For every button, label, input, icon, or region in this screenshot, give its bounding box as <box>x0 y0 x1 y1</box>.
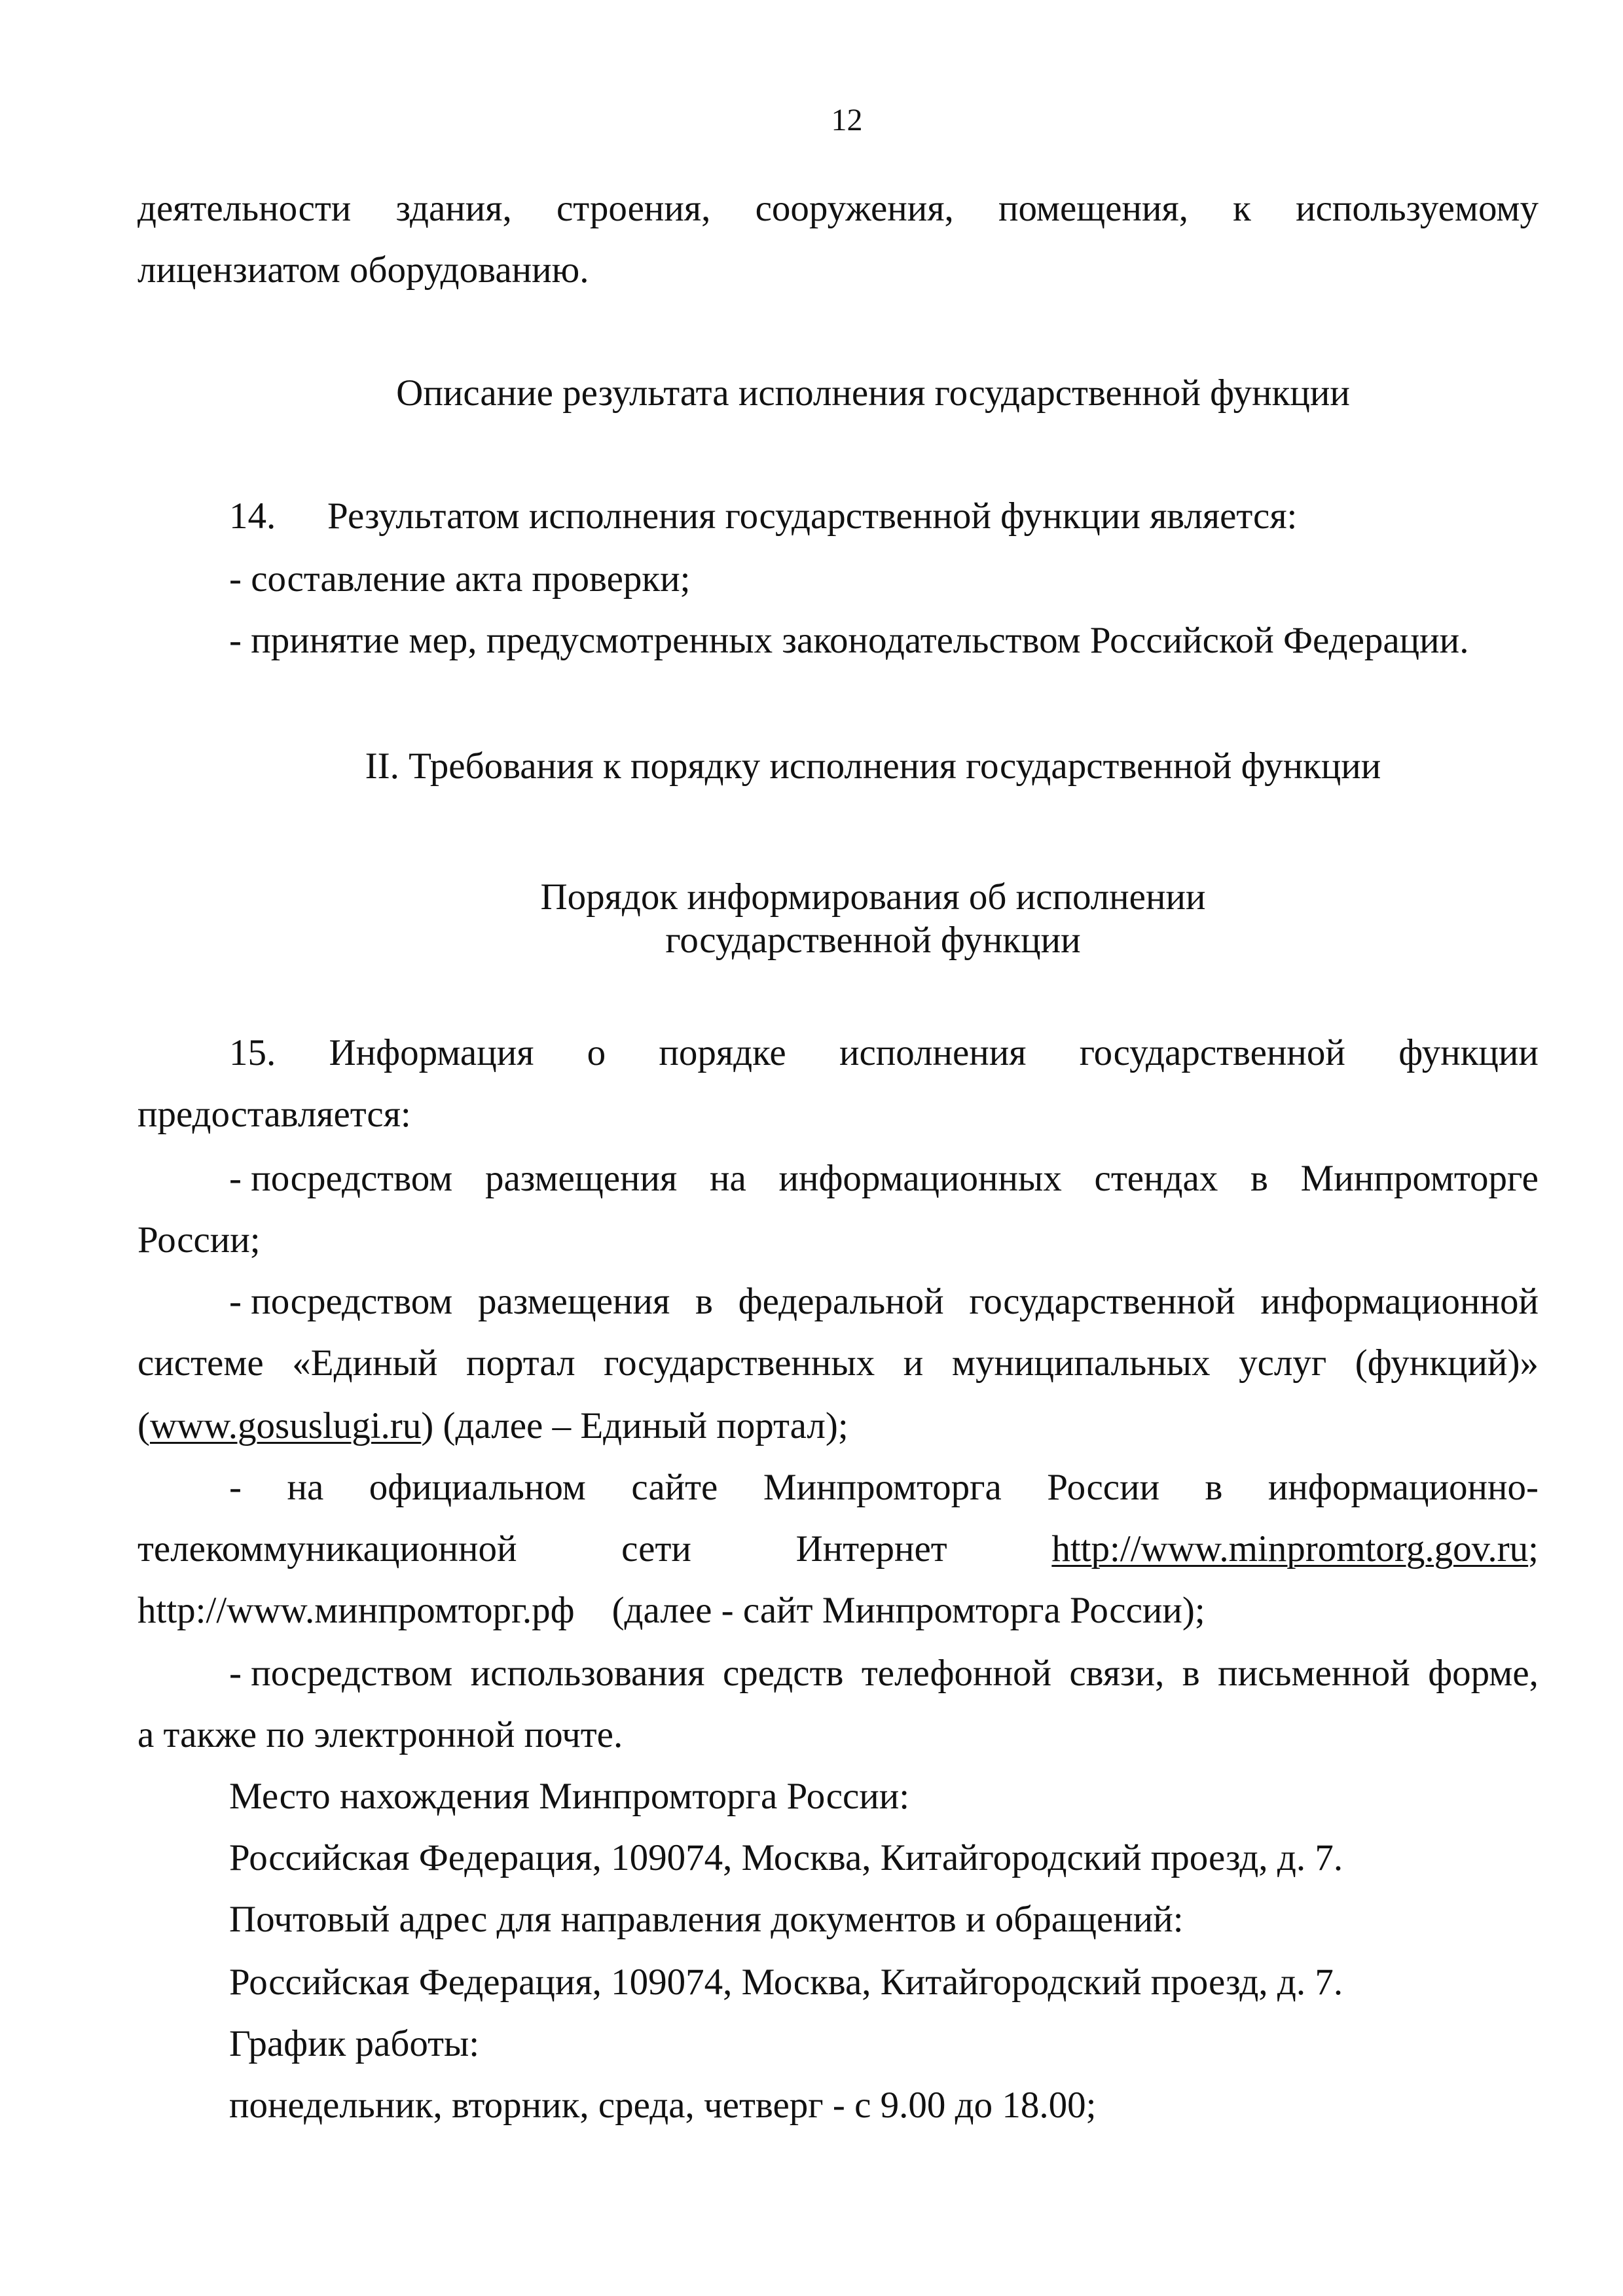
info-bullet-3-word: - <box>229 1467 242 1508</box>
info-bullet-2-word: размещения <box>477 1281 670 1322</box>
info-bullet-2-word: информационной <box>1260 1281 1539 1322</box>
info-bullet-3-word: телекоммуникационной <box>137 1528 517 1570</box>
info-bullet-2-line-3: (www.gosuslugi.ru) (далее – Единый портал); <box>137 1405 848 1446</box>
intro-line-1 <box>137 187 1539 230</box>
info-bullet-4-word: в <box>1182 1653 1200 1694</box>
result-section-heading: Описание результата исполнения государственной функции <box>396 372 1350 414</box>
info-bullet-3-word: России <box>1047 1467 1160 1508</box>
info-bullet-3-line-2 <box>137 1528 1539 1571</box>
info-bullet-4-word: телефонной <box>861 1653 1051 1694</box>
paragraph-15-word: исполнения <box>839 1032 1027 1073</box>
info-bullet-3-word: в <box>1205 1467 1223 1508</box>
postal-address: Российская Федерация, 109074, Москва, Китайгородский проезд, д. 7. <box>229 1962 1343 2003</box>
gosuslugi-link[interactable]: www.gosuslugi.ru <box>149 1405 422 1446</box>
info-bullet-4-word: использования <box>470 1653 705 1694</box>
info-bullet-4-word: связи, <box>1069 1653 1165 1694</box>
info-bullet-4-word: - посредством <box>229 1653 453 1694</box>
minpromtorg-link[interactable]: http://www.minpromtorg.gov.ru <box>1051 1528 1529 1570</box>
paragraph-15-line-2: предоставляется: <box>137 1094 411 1135</box>
info-bullet-2-word: государственной <box>969 1281 1235 1322</box>
info-bullet-2-word: муниципальных <box>951 1342 1211 1384</box>
info-bullet-3-word: на <box>287 1467 324 1508</box>
info-bullet-2-word: услуг <box>1239 1342 1327 1384</box>
minpromtorg-link-suffix: ; <box>1528 1528 1539 1570</box>
location-label: Место нахождения Минпромторга России: <box>229 1776 910 1817</box>
info-bullet-1-line-1 <box>229 1157 1539 1200</box>
info-bullet-1-word: на <box>709 1158 746 1199</box>
info-bullet-1-word: стендах <box>1094 1158 1218 1199</box>
info-bullet-1-word: в <box>1250 1158 1268 1199</box>
item-14-text: Результатом исполнения государственной функции является: <box>327 495 1298 537</box>
page-number: 12 <box>831 103 863 137</box>
info-bullet-2-line-2 <box>137 1342 1539 1385</box>
info-bullet-2-word: государственных <box>604 1342 875 1384</box>
paragraph-15-word: 15. <box>229 1032 276 1073</box>
intro-word: используемому <box>1296 188 1539 229</box>
info-bullet-1-word: информационных <box>778 1158 1062 1199</box>
gosuslugi-link-suffix: ) (далее – Единый портал); <box>421 1405 848 1446</box>
postal-label: Почтовый адрес для направления документов и обращений: <box>229 1899 1184 1940</box>
info-bullet-1-word: размещения <box>484 1158 678 1199</box>
info-bullet-4-word: письменной <box>1218 1653 1410 1694</box>
paragraph-15-word: о <box>587 1032 606 1073</box>
info-bullet-3-word: Минпромторга <box>763 1467 1002 1508</box>
info-bullet-1-word: - посредством <box>229 1158 453 1199</box>
paragraph-15-word: порядке <box>659 1032 786 1073</box>
info-bullet-4-line-1 <box>229 1652 1539 1695</box>
info-bullet-3-word: сайте <box>631 1467 718 1508</box>
info-bullet-3-word: информационно- <box>1267 1467 1539 1508</box>
info-bullet-3-line-3: http://www.минпромторг.рф (далее - сайт Минпромторга России); <box>137 1590 1205 1631</box>
section-2-subheading-line-1: Порядок информирования об исполнении <box>540 876 1206 918</box>
intro-word: строения, <box>556 188 711 229</box>
info-bullet-2-word: в <box>695 1281 713 1322</box>
intro-word: помещения, <box>998 188 1188 229</box>
info-bullet-2-line-1 <box>229 1280 1539 1323</box>
info-bullet-3-line-1 <box>229 1466 1539 1509</box>
schedule-label: График работы: <box>229 2023 480 2064</box>
info-bullet-3-word: Интернет <box>795 1528 947 1570</box>
info-bullet-1-line-2: России; <box>137 1219 261 1261</box>
location-address: Российская Федерация, 109074, Москва, Китайгородский проезд, д. 7. <box>229 1837 1343 1878</box>
intro-word: здания, <box>395 188 512 229</box>
info-bullet-2-word: системе <box>137 1342 264 1384</box>
result-bullet-2: - принятие мер, предусмотренных законодательством Российской Федерации. <box>229 620 1469 661</box>
info-bullet-4-line-2: а также по электронной почте. <box>137 1714 623 1755</box>
intro-word: сооружения, <box>755 188 954 229</box>
info-bullet-3-word: официальном <box>369 1467 586 1508</box>
section-2-heading: II. Требования к порядку исполнения государственной функции <box>365 745 1381 787</box>
info-bullet-3-word: сети <box>621 1528 691 1570</box>
info-bullet-2-word: - посредством <box>229 1281 453 1322</box>
section-2-subheading-line-2: государственной функции <box>665 920 1081 961</box>
paragraph-15-word: Информация <box>329 1032 534 1073</box>
info-bullet-4-word: средств <box>722 1653 844 1694</box>
info-bullet-4-word: форме, <box>1428 1653 1539 1694</box>
info-bullet-2-word: (функций)» <box>1355 1342 1539 1384</box>
intro-word: деятельности <box>137 188 352 229</box>
result-bullet-1: - составление акта проверки; <box>229 558 691 600</box>
info-bullet-2-word: портал <box>465 1342 575 1384</box>
item-14-number: 14. <box>229 495 276 537</box>
intro-line-2: лицензиатом оборудованию. <box>137 249 589 291</box>
paragraph-15-word: функции <box>1398 1032 1539 1073</box>
paragraph-15-word: государственной <box>1079 1032 1345 1073</box>
paragraph-15-line-1 <box>229 1031 1539 1075</box>
intro-word: к <box>1233 188 1251 229</box>
minpromtorg-link-group <box>1051 1528 1539 1571</box>
info-bullet-1-word: Минпромторге <box>1300 1158 1539 1199</box>
info-bullet-2-word: «Единый <box>292 1342 438 1384</box>
info-bullet-2-word: и <box>903 1342 924 1384</box>
schedule-line: понедельник, вторник, среда, четверг - с 9.00 до 18.00; <box>229 2085 1097 2126</box>
info-bullet-2-word: федеральной <box>738 1281 944 1322</box>
